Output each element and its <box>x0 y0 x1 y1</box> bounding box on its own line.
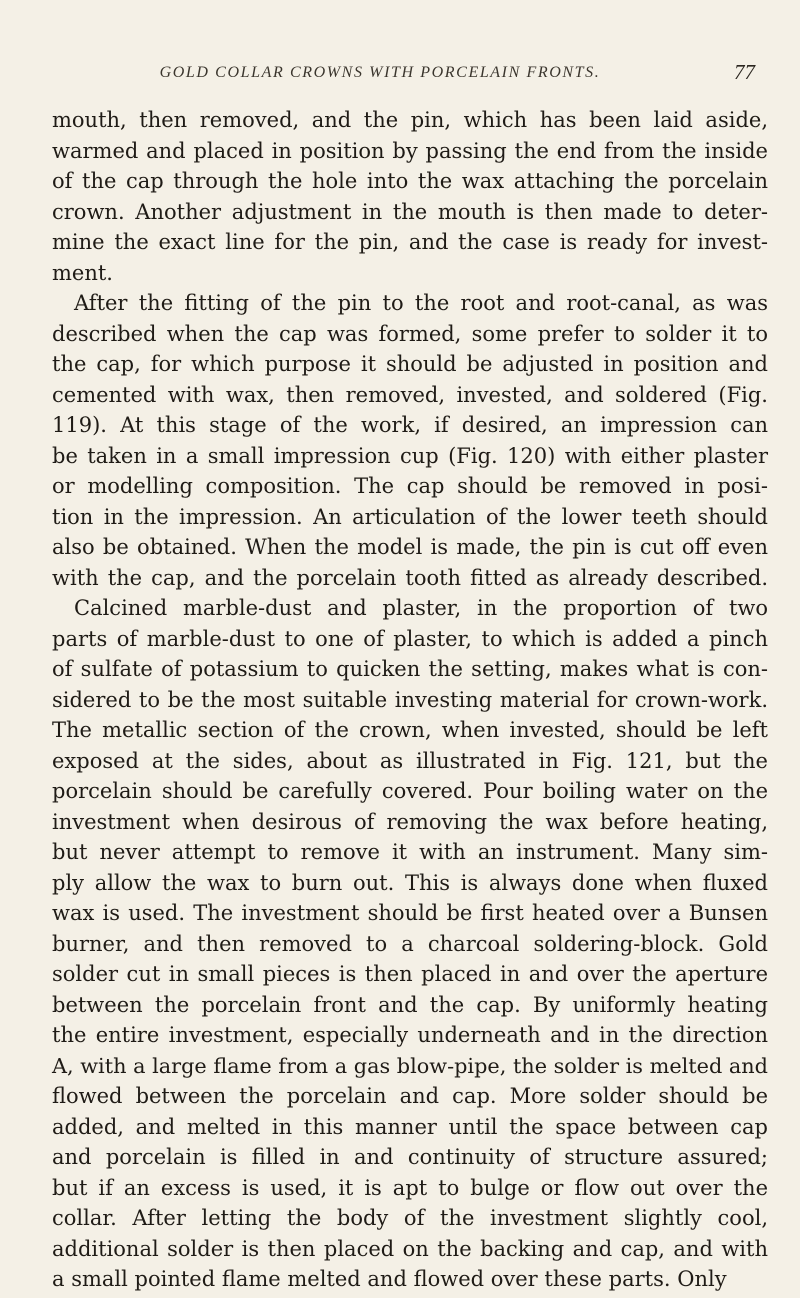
text-line: also be obtained. When the model is made, the pin is cut off even <box>52 535 768 559</box>
text-line: collar. After letting the body of the investment slightly cool, <box>52 1206 768 1230</box>
text-line: described when the cap was formed, some prefer to solder it to <box>52 321 768 346</box>
text-line: the cap, for which purpose it should be adjusted in position and <box>52 352 768 376</box>
text-line: solder cut in small pieces is then placed in and over the aperture <box>52 962 768 986</box>
text-line: investment when desirous of removing the wax before heating, <box>52 809 768 834</box>
text-line: of the cap through the hole into the wax attaching the porcelain <box>52 169 768 193</box>
text-line: crown. Another adjustment in the mouth is then made to deter- <box>52 199 768 224</box>
text-line: 119). At this stage of the work, if desired, an impression can <box>52 413 768 437</box>
text-line: between the porcelain front and the cap. By uniformly heating <box>52 992 768 1017</box>
text-line: flowed between the porcelain and cap. More solder should be <box>52 1084 768 1108</box>
text-line: porcelain should be carefully covered. Pour boiling water on the <box>52 779 768 803</box>
body-text <box>52 105 768 1295</box>
text-line: with the cap, and the porcelain tooth fitted as already described. <box>52 565 768 590</box>
text-line: sidered to be the most suitable investing material for crown-work. <box>52 687 768 712</box>
text-line: The metallic section of the crown, when invested, should be left <box>52 718 768 742</box>
text-line: mouth, then removed, and the pin, which has been laid aside, <box>52 108 768 132</box>
text-line: ply allow the wax to burn out. This is always done when fluxed <box>52 870 768 895</box>
text-line: cemented with wax, then removed, invested, and soldered (Fig. <box>52 382 768 407</box>
text-line: but if an excess is used, it is apt to bulge or flow out over the <box>52 1175 768 1200</box>
text-line: mine the exact line for the pin, and the case is ready for invest- <box>52 230 768 254</box>
text-line: of sulfate of potassium to quicken the setting, makes what is con- <box>52 657 768 681</box>
text-line: and porcelain is filled in and continuity of structure assured; <box>52 1145 768 1169</box>
text-line: but never attempt to remove it with an instrument. Many sim- <box>52 840 768 864</box>
text-line: or modelling composition. The cap should be removed in posi- <box>52 474 768 498</box>
text-line: burner, and then removed to a charcoal soldering-block. Gold <box>52 931 768 956</box>
text-line: be taken in a small impression cup (Fig. 120) with either plaster <box>52 443 768 468</box>
text-line: parts of marble-dust to one of plaster, to which is added a pinch <box>52 626 768 651</box>
text-line: exposed at the sides, about as illustrated in Fig. 121, but the <box>52 748 768 773</box>
text-line: wax is used. The investment should be first heated over a Bunsen <box>52 901 768 925</box>
running-head: GOLD COLLAR CROWNS WITH PORCELAIN FRONTS. <box>159 64 601 81</box>
text-line: ment. <box>52 260 113 285</box>
text-line: tion in the impression. An articulation of the lower teeth should <box>52 504 768 529</box>
text-line: the entire investment, especially underneath and in the direction <box>52 1023 768 1047</box>
text-line: A, with a large flame from a gas blow-pipe, the solder is melted and <box>52 1053 768 1078</box>
text-line: added, and melted in this manner until the space between cap <box>52 1114 768 1139</box>
page-number: 77 <box>734 60 755 84</box>
text-line: Calcined marble-dust and plaster, in the proportion of two <box>74 596 768 620</box>
text-line: warmed and placed in position by passing the end from the inside <box>52 138 768 163</box>
text-line: After the fitting of the pin to the root and root-canal, as was <box>74 291 768 315</box>
text-line: additional solder is then placed on the backing and cap, and with <box>52 1236 768 1261</box>
text-line: a small pointed flame melted and flowed over these parts. Only <box>52 1267 727 1291</box>
